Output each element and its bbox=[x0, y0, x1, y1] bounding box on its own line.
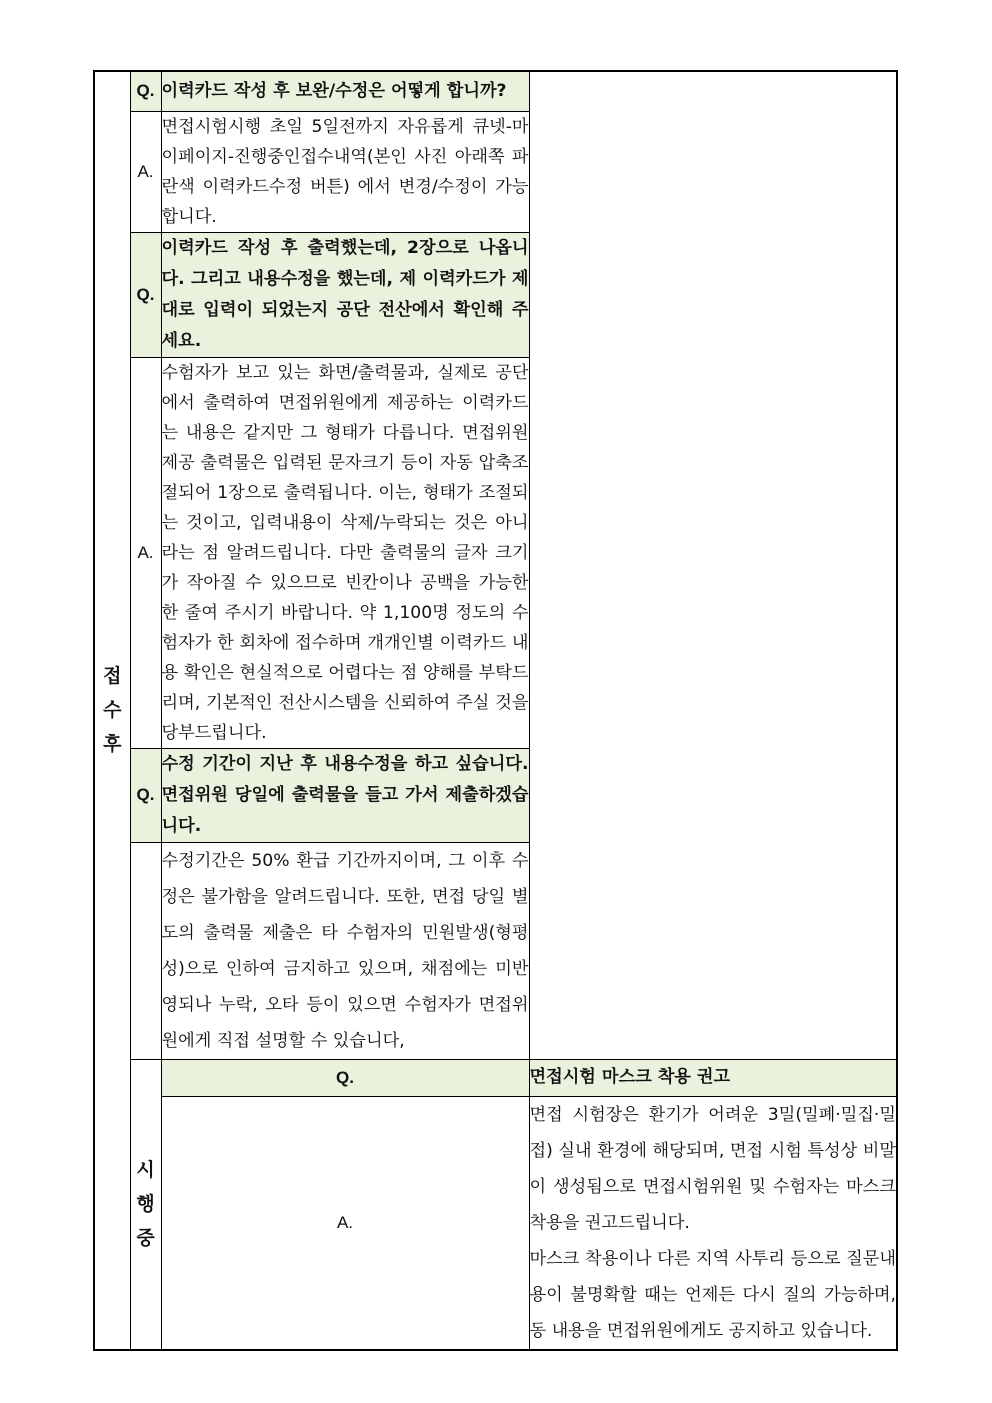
category-char: 행 bbox=[136, 1193, 155, 1215]
category-char: 시 bbox=[136, 1159, 155, 1181]
category-cell-after-application bbox=[94, 71, 130, 1350]
faq-answer-row bbox=[94, 842, 897, 1059]
answer-mark: A. bbox=[161, 1096, 529, 1350]
question-mark: Q. bbox=[130, 748, 161, 842]
answer-text: 면접시험시행 초일 5일전까지 자유롭게 큐넷-마이페이지-진행중인접수내역(본인 사진 아래쪽 파란색 이력카드수정 버튼) 에서 변경/수정이 가능합니다. bbox=[161, 111, 529, 232]
question-mark: Q. bbox=[161, 1059, 529, 1096]
category-char: 중 bbox=[136, 1227, 155, 1249]
answer-mark: A. bbox=[130, 111, 161, 232]
answer-text-block bbox=[529, 1096, 897, 1350]
faq-question-row bbox=[94, 1059, 897, 1096]
faq-question-row bbox=[94, 232, 897, 357]
answer-text: 수험자가 보고 있는 화면/출력물과, 실제로 공단에서 출력하여 면접위원에게 제공하는 이력카드는 내용은 같지만 그 형태가 다릅니다. 면접위원 제공 출력물은 입력된 문자크기 등이 자동 압축조절되어 1장으로 출력됩니다. 이는, 형태가 조절되는 것이고, 입력내용이 삭제/누락되는 것은 아니라는 점 알려드립니다. 다만 출력물의 글자 크기가 작아질 수 있으므로 빈칸이나 공백을 가능한 한 줄여 주시기 바랍니다. 약 1,100명 정도의 수험자가 한 회차에 접수하며 개개인별 이력카드 내용 확인은 현실적으로 어렵다는 점 양해를 부탁드리며, 기본적인 전산시스템을 신뢰하여 주실 것을 당부드립니다. bbox=[161, 357, 529, 748]
category-cell-during-exam bbox=[130, 1059, 161, 1350]
question-text: 수정 기간이 지난 후 내용수정을 하고 싶습니다. 면접위원 당일에 출력물을 들고 가서 제출하겠습니다. bbox=[161, 748, 529, 842]
faq-question-row bbox=[94, 71, 897, 111]
faq-answer-row bbox=[94, 111, 897, 232]
category-char: 후 bbox=[103, 733, 122, 756]
answer-mark bbox=[130, 842, 161, 1059]
question-text: 면접시험 마스크 착용 권고 bbox=[529, 1059, 897, 1096]
answer-paragraph: 면접 시험장은 환기가 어려운 3밀(밀폐·밀집·밀접) 실내 환경에 해당되며, 면접 시험 특성상 비말이 생성됨으로 면접시험위원 및 수험자는 마스크 착용을 권고드립니다. bbox=[529, 1104, 896, 1233]
answer-paragraph: 마스크 착용이나 다른 지역 사투리 등으로 질문내용이 불명확할 때는 언제든 다시 질의 가능하며, 동 내용을 면접위원에게도 공지하고 있습니다. bbox=[529, 1248, 896, 1341]
category-char: 접 bbox=[103, 665, 122, 688]
question-text: 이력카드 작성 후 보완/수정은 어떻게 합니까? bbox=[161, 71, 529, 111]
question-mark: Q. bbox=[130, 71, 161, 111]
answer-mark: A. bbox=[130, 357, 161, 748]
faq-table bbox=[93, 70, 898, 1351]
faq-answer-row bbox=[94, 357, 897, 748]
answer-text: 수정기간은 50% 환급 기간까지이며, 그 이후 수정은 불가함을 알려드립니다. 또한, 면접 당일 별도의 출력물 제출은 타 수험자의 민원발생(형평성)으로 인하여 금지하고 있으며, 채점에는 미반영되나 누락, 오타 등이 있으면 수험자가 면접위원에게 직접 설명할 수 있습니다, bbox=[161, 842, 529, 1059]
faq-answer-row bbox=[94, 1096, 897, 1350]
faq-question-row bbox=[94, 748, 897, 842]
question-mark: Q. bbox=[130, 232, 161, 357]
category-char: 수 bbox=[103, 699, 122, 722]
question-text: 이력카드 작성 후 출력했는데, 2장으로 나옵니다. 그리고 내용수정을 했는데, 제 이력카드가 제대로 입력이 되었는지 공단 전산에서 확인해 주세요. bbox=[161, 232, 529, 357]
